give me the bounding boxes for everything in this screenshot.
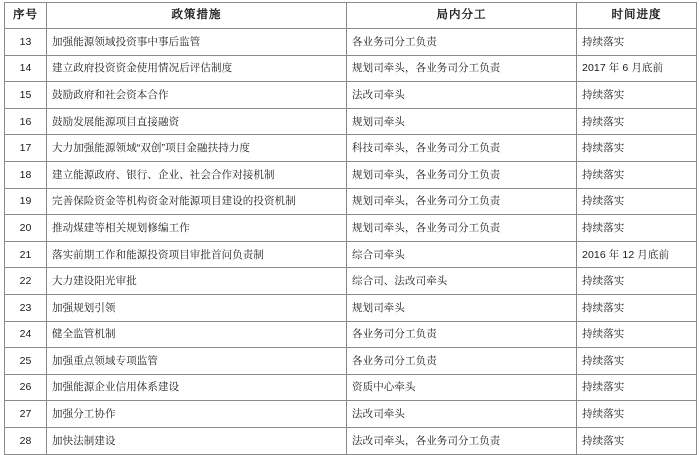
cell-division: 法改司牵头，各业务司分工负责: [347, 427, 577, 454]
table-row: [5, 374, 697, 401]
cell-time: 2016 年 12 月底前: [577, 241, 697, 268]
table-body: [5, 29, 697, 455]
cell-time: 持续落实: [577, 321, 697, 348]
table-row: [5, 215, 697, 242]
cell-measure: 加强分工协作: [47, 401, 347, 428]
cell-seq: 21: [5, 241, 47, 268]
cell-time: 持续落实: [577, 348, 697, 375]
table-row: [5, 427, 697, 454]
column-header-seq: 序号: [5, 3, 47, 29]
table-row: [5, 135, 697, 162]
cell-seq: 28: [5, 427, 47, 454]
table-row: [5, 268, 697, 295]
column-header-division: 局内分工: [347, 3, 577, 29]
cell-division: 规划司牵头，各业务司分工负责: [347, 215, 577, 242]
cell-time: 持续落实: [577, 82, 697, 109]
cell-division: 各业务司分工负责: [347, 348, 577, 375]
table-row: [5, 55, 697, 82]
cell-measure: 加强重点领域专项监管: [47, 348, 347, 375]
cell-seq: 14: [5, 55, 47, 82]
cell-division: 资质中心牵头: [347, 374, 577, 401]
cell-measure: 大力建设阳光审批: [47, 268, 347, 295]
cell-division: 各业务司分工负责: [347, 29, 577, 56]
cell-seq: 26: [5, 374, 47, 401]
cell-time: 持续落实: [577, 29, 697, 56]
cell-seq: 19: [5, 188, 47, 215]
cell-time: 2017 年 6 月底前: [577, 55, 697, 82]
cell-division: 规划司牵头，各业务司分工负责: [347, 161, 577, 188]
cell-seq: 24: [5, 321, 47, 348]
cell-time: 持续落实: [577, 108, 697, 135]
cell-measure: 加强规划引领: [47, 294, 347, 321]
cell-measure: 推动煤建等相关规划修编工作: [47, 215, 347, 242]
table-row: [5, 348, 697, 375]
cell-seq: 16: [5, 108, 47, 135]
cell-measure: 健全监管机制: [47, 321, 347, 348]
cell-time: 持续落实: [577, 294, 697, 321]
cell-division: 规划司牵头: [347, 108, 577, 135]
cell-time: 持续落实: [577, 401, 697, 428]
column-header-measure: 政策措施: [47, 3, 347, 29]
cell-division: 综合司牵头: [347, 241, 577, 268]
table-row: [5, 294, 697, 321]
cell-measure: 落实前期工作和能源投资项目审批首问负责制: [47, 241, 347, 268]
cell-division: 规划司牵头，各业务司分工负责: [347, 188, 577, 215]
cell-seq: 18: [5, 161, 47, 188]
cell-time: 持续落实: [577, 188, 697, 215]
cell-seq: 17: [5, 135, 47, 162]
cell-measure: 加强能源企业信用体系建设: [47, 374, 347, 401]
table-row: [5, 321, 697, 348]
table-row: [5, 108, 697, 135]
table-row: [5, 241, 697, 268]
cell-time: 持续落实: [577, 161, 697, 188]
table-row: [5, 82, 697, 109]
cell-time: 持续落实: [577, 135, 697, 162]
cell-measure: 鼓励发展能源项目直接融资: [47, 108, 347, 135]
cell-measure: 鼓励政府和社会资本合作: [47, 82, 347, 109]
cell-time: 持续落实: [577, 268, 697, 295]
cell-division: 综合司、法改司牵头: [347, 268, 577, 295]
table-row: [5, 161, 697, 188]
table-row: [5, 188, 697, 215]
table-header: [5, 3, 697, 29]
cell-measure: 建立政府投资资金使用情况后评估制度: [47, 55, 347, 82]
cell-time: 持续落实: [577, 215, 697, 242]
cell-measure: 建立能源政府、银行、企业、社会合作对接机制: [47, 161, 347, 188]
cell-time: 持续落实: [577, 374, 697, 401]
column-header-time: 时间进度: [577, 3, 697, 29]
cell-division: 法改司牵头: [347, 401, 577, 428]
cell-division: 各业务司分工负责: [347, 321, 577, 348]
table-row: [5, 401, 697, 428]
cell-seq: 25: [5, 348, 47, 375]
cell-seq: 22: [5, 268, 47, 295]
table-header-row: [5, 3, 697, 29]
cell-seq: 13: [5, 29, 47, 56]
cell-division: 科技司牵头，各业务司分工负责: [347, 135, 577, 162]
cell-seq: 23: [5, 294, 47, 321]
cell-division: 规划司牵头，各业务司分工负责: [347, 55, 577, 82]
policy-measures-table: [4, 2, 697, 455]
cell-measure: 完善保险资金等机构资金对能源项目建设的投资机制: [47, 188, 347, 215]
cell-division: 规划司牵头: [347, 294, 577, 321]
cell-division: 法改司牵头: [347, 82, 577, 109]
cell-measure: 加强能源领域投资事中事后监管: [47, 29, 347, 56]
cell-seq: 27: [5, 401, 47, 428]
cell-seq: 15: [5, 82, 47, 109]
cell-seq: 20: [5, 215, 47, 242]
cell-measure: 大力加强能源领域“双创”项目金融扶持力度: [47, 135, 347, 162]
table-row: [5, 29, 697, 56]
cell-measure: 加快法制建设: [47, 427, 347, 454]
cell-time: 持续落实: [577, 427, 697, 454]
